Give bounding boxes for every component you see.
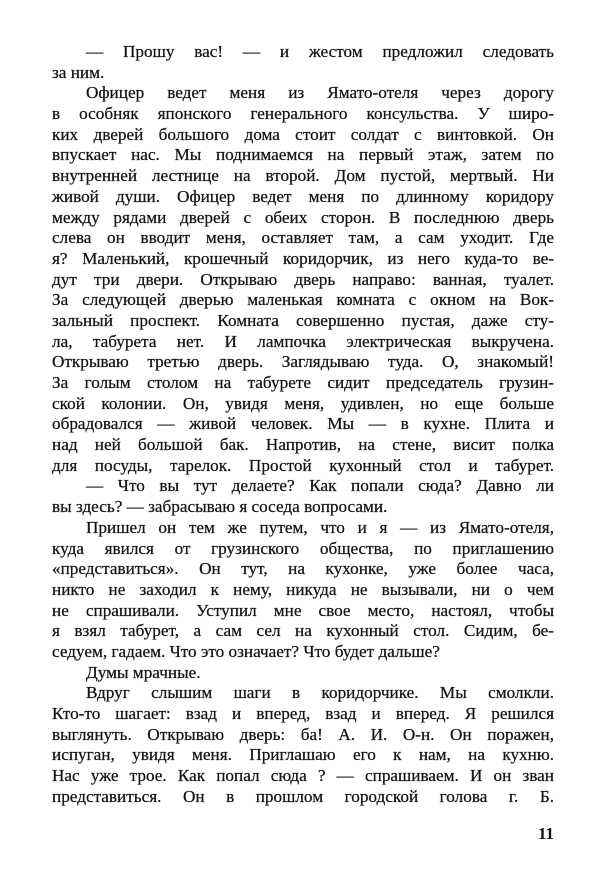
- text-line: «представиться». Он тут, на кухонке, уже более часа,: [52, 559, 554, 579]
- text-line: ких дверей большого дома стоит солдат с винтовкой. Он: [52, 124, 554, 144]
- page-body-text: [52, 42, 554, 807]
- text-line: внутренней лестнице на второй. Дом пустой, мертвый. Ни: [52, 166, 554, 186]
- text-line: Нас уже трое. Как попал сюда ? — спрашиваем. И он зван: [52, 766, 554, 786]
- text-line: обрадовался — живой человек. Мы — в кухне. Плита и: [52, 414, 554, 434]
- text-line: представиться. Он в прошлом городской голова г. Б.: [52, 786, 554, 806]
- text-line: ской колонии. Он, увидя меня, удивлен, но еще больше: [52, 393, 554, 413]
- page-number: 11: [537, 824, 554, 843]
- text-line: выглянуть. Открываю дверь: ба! А. И. О-н. Он поражен,: [52, 724, 554, 744]
- text-line: Пришел он тем же путем, что и я — из Ямато-отеля,: [86, 517, 554, 537]
- text-line: — Что вы тут делаете? Как попали сюда? Давно ли: [86, 476, 554, 496]
- text-line: впускает нас. Мы поднимаемся на первый этаж, затем по: [52, 145, 554, 165]
- text-line: зальный проспект. Комната совершенно пустая, даже сту-: [52, 310, 554, 330]
- text-line: Кто-то шагает: взад и вперед, взад и вперед. Я решился: [52, 704, 554, 723]
- text-line: никто не заходил к нему, никуда не вызывали, ни о чем: [52, 579, 554, 599]
- text-line: Офицер ведет меня из Ямато-отеля через дорогу: [86, 83, 554, 103]
- text-line: ла, табурета нет. И лампочка электрическая выкручена.: [52, 331, 554, 351]
- text-line: За следующей дверью маленькая комната с окном на Вок-: [52, 290, 554, 310]
- text-line: — Прошу вас! — и жестом предложил следовать: [86, 42, 554, 61]
- text-line: вы здесь? — забрасываю я соседа вопросами.: [52, 497, 388, 517]
- text-line: Вдруг слышим шаги в коридорчике. Мы смолкли.: [86, 683, 554, 703]
- text-line: я? Маленький, крошечный коридорчик, из него куда-то ве-: [52, 248, 554, 268]
- text-line: не спрашивали. Уступил мне свое место, настоял, чтобы: [52, 600, 554, 620]
- text-line: между рядами дверей с обеих сторон. В последнюю дверь: [52, 207, 554, 227]
- text-line: живой души. Офицер ведет меня по длинному коридору: [52, 186, 554, 206]
- text-line: куда явился от грузинского общества, по приглашению: [52, 538, 554, 558]
- text-line: в особняк японского генерального консульства. У широ-: [52, 104, 554, 124]
- text-line: для посуды, тарелок. Простой кухонный стол и табурет.: [52, 455, 554, 475]
- text-line: слева он вводит меня, оставляет там, а сам уходит. Где: [52, 228, 554, 248]
- text-line: седуем, гадаем. Что это означает? Что будет дальше?: [52, 641, 440, 661]
- text-line: дут три двери. Открываю дверь направо: ванная, туалет.: [52, 269, 554, 289]
- text-line: За голым столом на табурете сидит председатель грузин-: [52, 373, 554, 392]
- text-line: Открываю третью дверь. Заглядываю туда. О, знакомый!: [52, 352, 554, 372]
- text-line: Думы мрачные.: [86, 662, 201, 682]
- text-line: за ним.: [52, 62, 105, 82]
- text-line: я взял табурет, а сам сел на кухонный стол. Сидим, бе-: [52, 621, 554, 641]
- text-line: испуган, увидя меня. Приглашаю его к нам, на кухню.: [52, 745, 554, 765]
- text-line: над ней большой бак. Напротив, на стене, висит полка: [52, 435, 554, 455]
